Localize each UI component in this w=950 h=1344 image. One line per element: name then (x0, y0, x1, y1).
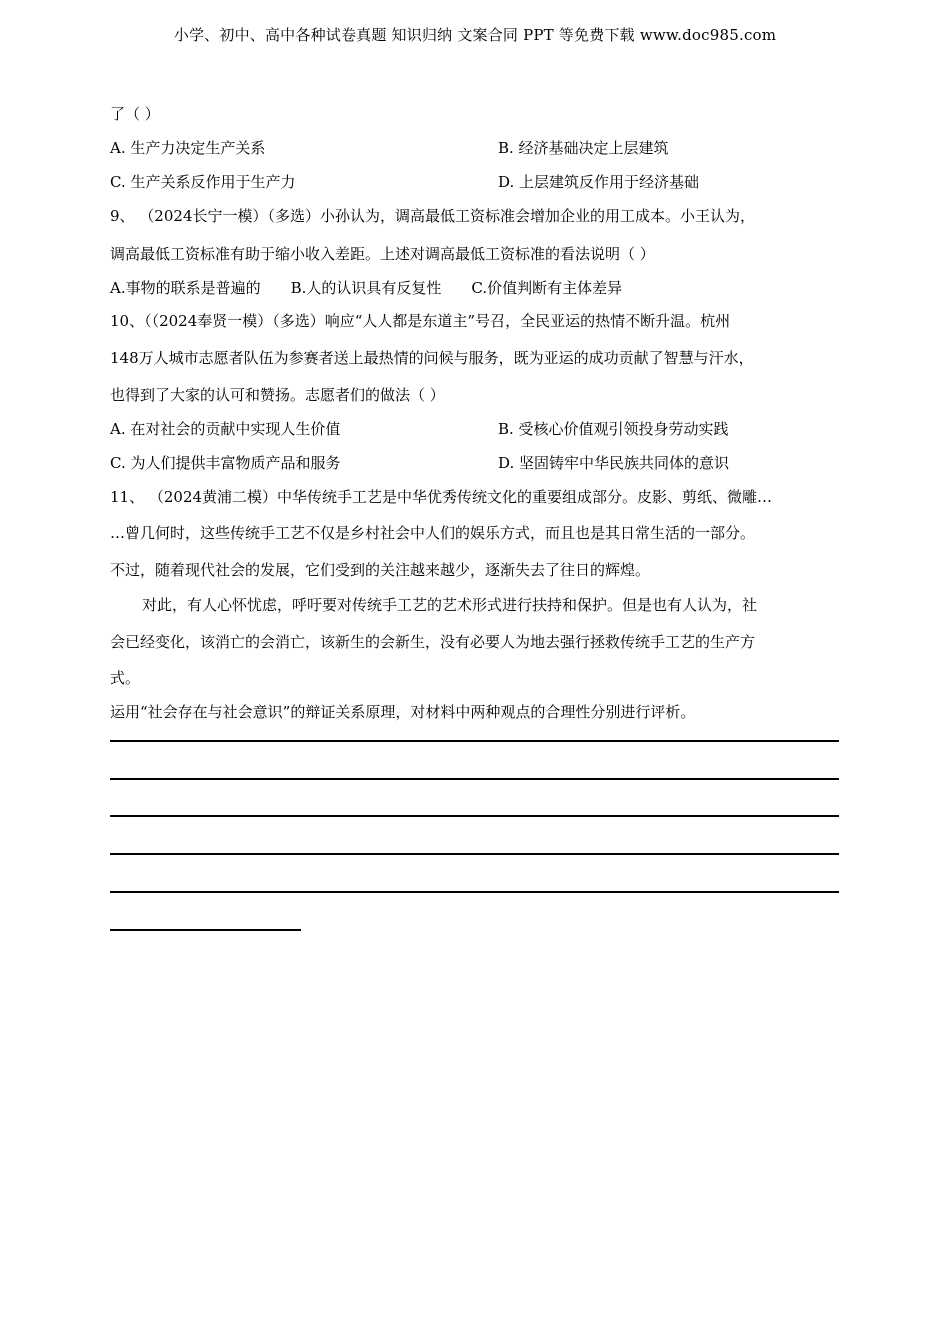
q8-option-a: A. 生产力决定生产关系 (110, 139, 266, 157)
q10-option-d: D. 坚固铸牢中华民族共同体的意识 (498, 454, 730, 472)
q10-option-c: C. 为人们提供丰富物质产品和服务 (110, 454, 341, 472)
q8-option-d: D. 上层建筑反作用于经济基础 (498, 173, 700, 191)
q8-option-c: C. 生产关系反作用于生产力 (110, 173, 296, 191)
q10-line-3: 也得到了大家的认可和赞扬。志愿者们的做法（ ） (110, 386, 445, 404)
answer-line-short (110, 929, 301, 931)
q8-tail: 了（ ） (110, 105, 160, 123)
answer-line (110, 815, 839, 817)
answer-line (110, 778, 839, 780)
q10-option-a: A. 在对社会的贡献中实现人生价值 (110, 420, 341, 438)
page-header: 小学、初中、高中各种试卷真题 知识归纳 文案合同 PPT 等免费下载 www.doc985.com (173, 26, 777, 44)
q10-line-2: 148万人城市志愿者队伍为参赛者送上最热情的问候与服务，既为亚运的成功贡献了智慧与汗水， (110, 349, 754, 367)
q11-line-6: 式。 (110, 669, 141, 687)
q11-line-3: 不过，随着现代社会的发展，它们受到的关注越来越少，逐渐失去了往日的辉煌。 (110, 561, 651, 579)
q11-line-2: …曾几何时，这些传统手工艺不仅是乡村社会中人们的娱乐方式，而且也是其日常生活的一部分。 (110, 524, 756, 542)
q9-options (110, 277, 622, 298)
q9-line-2: 调高最低工资标准有助于缩小收入差距。上述对调高最低工资标准的看法说明（ ） (110, 245, 655, 263)
q11-prompt: 运用“社会存在与社会意识”的辩证关系原理，对材料中两种观点的合理性分别进行评析。 (110, 703, 696, 721)
q11-line-4: 对此，有人心怀忧虑，呼吁要对传统手工艺的艺术形式进行扶持和保护。但是也有人认为，社 (142, 596, 758, 614)
answer-line (110, 891, 839, 893)
q11-line-1: 11、 （2024黄浦二模）中华传统手工艺是中华优秀传统文化的重要组成部分。皮影、剪纸、微雕… (110, 488, 773, 506)
answer-line (110, 853, 839, 855)
q9-option-a: A.事物的联系是普遍的 (110, 279, 261, 297)
q10-line-1: 10、（（2024奉贤一模）（多选）响应“人人都是东道主”号召，全民亚运的热情不断升温。杭州 (110, 312, 731, 330)
q9-option-c: C.价值判断有主体差异 (471, 279, 623, 297)
q11-line-5: 会已经变化，该消亡的会消亡，该新生的会新生，没有必要人为地去强行拯救传统手工艺的生产方 (110, 633, 756, 651)
answer-line (110, 740, 839, 742)
q8-option-b: B. 经济基础决定上层建筑 (498, 139, 669, 157)
q9-line-1: 9、 （2024长宁一模）（多选）小孙认为，调高最低工资标准会增加企业的用工成本。小王认为， (110, 207, 755, 225)
q10-option-b: B. 受核心价值观引领投身劳动实践 (498, 420, 729, 438)
q9-option-b: B.人的认识具有反复性 (290, 279, 442, 297)
